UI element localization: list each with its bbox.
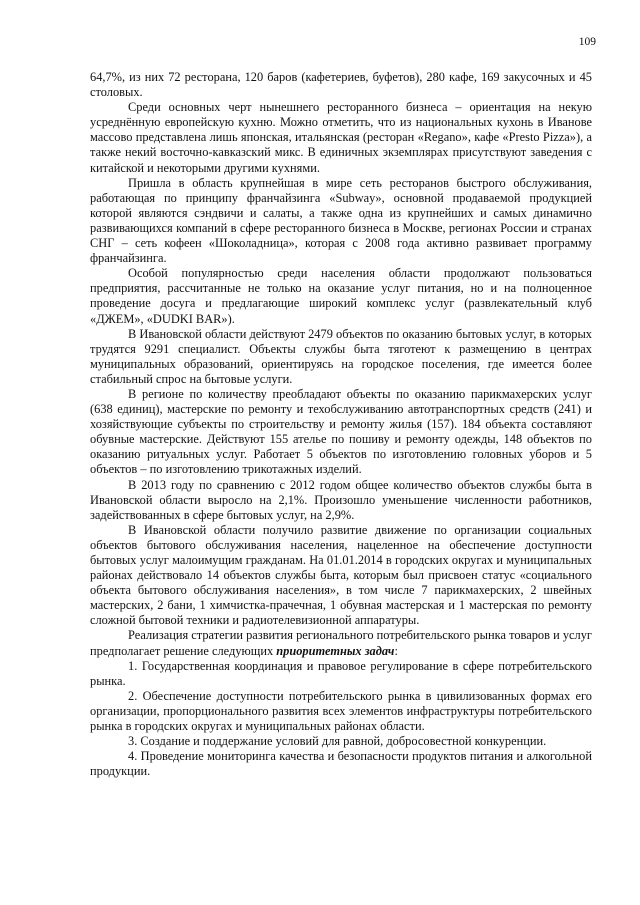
list-item-task-2: 2. Обеспечение доступности потребительского рынка в цивилизованных формах его организации, пропорционального развития всех элементов инфраструктуры потребительского рынка в городских округах и муниципальных районах области. [90, 688, 592, 734]
list-item-task-4: 4. Проведение мониторинга качества и безопасности продуктов питания и алкогольной продукции. [90, 749, 592, 779]
priority-tasks-emphasis: приоритетных задач [276, 643, 395, 658]
list-item-task-1: 1. Государственная координация и правовое регулирование в сфере потребительского рынка. [90, 658, 592, 688]
paragraph-household-services-count: В Ивановской области действуют 2479 объектов по оказанию бытовых услуг, в которых трудятся 9291 специалист. Объекты службы быта тяготеют к размещению в центрах муниципальных образований, ориентируясь на городское поселения, где имеется более стабильный спрос на бытовые услуги. [90, 326, 592, 386]
paragraph-restaurant-business-traits: Среди основных черт нынешнего ресторанного бизнеса – ориентация на некую усреднённую европейскую кухню. Можно отметить, что из национальных кухонь в Иванове массово представлена лишь японская, итальянская (ресторан «Regano», кафе «Presto Pizza»), а также некий восточно-кавказский микс. В единичных экземплярах присутствуют заведения с китайской и некоторыми другими кухнями. [90, 100, 592, 175]
paragraph-restaurant-stats: 64,7%, из них 72 ресторана, 120 баров (кафетериев, буфетов), 280 кафе, 169 закусочных и 45 столовых. [90, 70, 592, 100]
strategy-intro-colon: : [394, 643, 398, 658]
list-item-task-3: 3. Создание и поддержание условий для равной, добросовестной конкуренции. [128, 734, 547, 749]
paragraph-fast-food-chains: Пришла в область крупнейшая в мире сеть ресторанов быстрого обслуживания, работающая по принципу франчайзинга «Subway», основной продаваемой продукцией которой являются сэндвичи и салаты, а также одна из крупнейших и самых динамично развивающихся компаний в сфере ресторанного бизнеса в Москве, регионах России и странах СНГ – сеть кофеен «Шоколадница», которая с 2008 года активно развивает программу франчайзинга. [90, 175, 592, 266]
strategy-intro-text: Реализация стратегии развития регионального потребительского рынка товаров и услуг предполагает решение следующих [90, 628, 592, 658]
paragraph-strategy-intro [90, 628, 592, 658]
document-body [90, 70, 592, 779]
page-number: 109 [578, 36, 596, 48]
paragraph-social-service-objects: В Ивановской области получило развитие движение по организации социальных объектов бытового обслуживания населения, нацеленное на обеспечение доступности бытовых услуг малоимущим гражданам. На 01.01.2014 в городских округах и муниципальных районах действовало 14 объектов службы быта, которым был присвоен статус «социального объекта бытового обслуживания населения», в том числе 7 парикмахерских, 2 швейных мастерских, 2 бани, 1 химчистка-прачечная, 1 обувная мастерская и 1 мастерская по ремонту сложной бытовой техники и радиотелевизионной аппаратуры. [90, 522, 592, 628]
paragraph-leisure-enterprises: Особой популярностью среди населения области продолжают пользоваться предприятия, рассчитанные не только на оказание услуг питания, но и на полноценное проведение досуга и предлагающие широкий комплекс услуг (развлекательный клуб «ДЖЕМ», «DUDKI BAR»). [90, 266, 592, 326]
paragraph-service-types: В регионе по количеству преобладают объекты по оказанию парикмахерских услуг (638 единиц), мастерские по ремонту и техобслуживанию автотранспортных средств (241) и хозяйствующие субъекты по строительству и ремонту жилья (157). 184 объекта составляют обувные мастерские. Действуют 155 ателье по пошиву и ремонту одежды, 148 объектов по оказанию ритуальных услуг. Работает 5 объектов по изготовлению головных уборов и 5 объектов – по изготовлению трикотажных изделий. [90, 386, 592, 477]
paragraph-2013-growth: В 2013 году по сравнению с 2012 годом общее количество объектов службы быта в Ивановской области выросло на 2,1%. Произошло уменьшение численности работников, задействованных в сфере бытовых услуг, на 2,9%. [90, 477, 592, 522]
